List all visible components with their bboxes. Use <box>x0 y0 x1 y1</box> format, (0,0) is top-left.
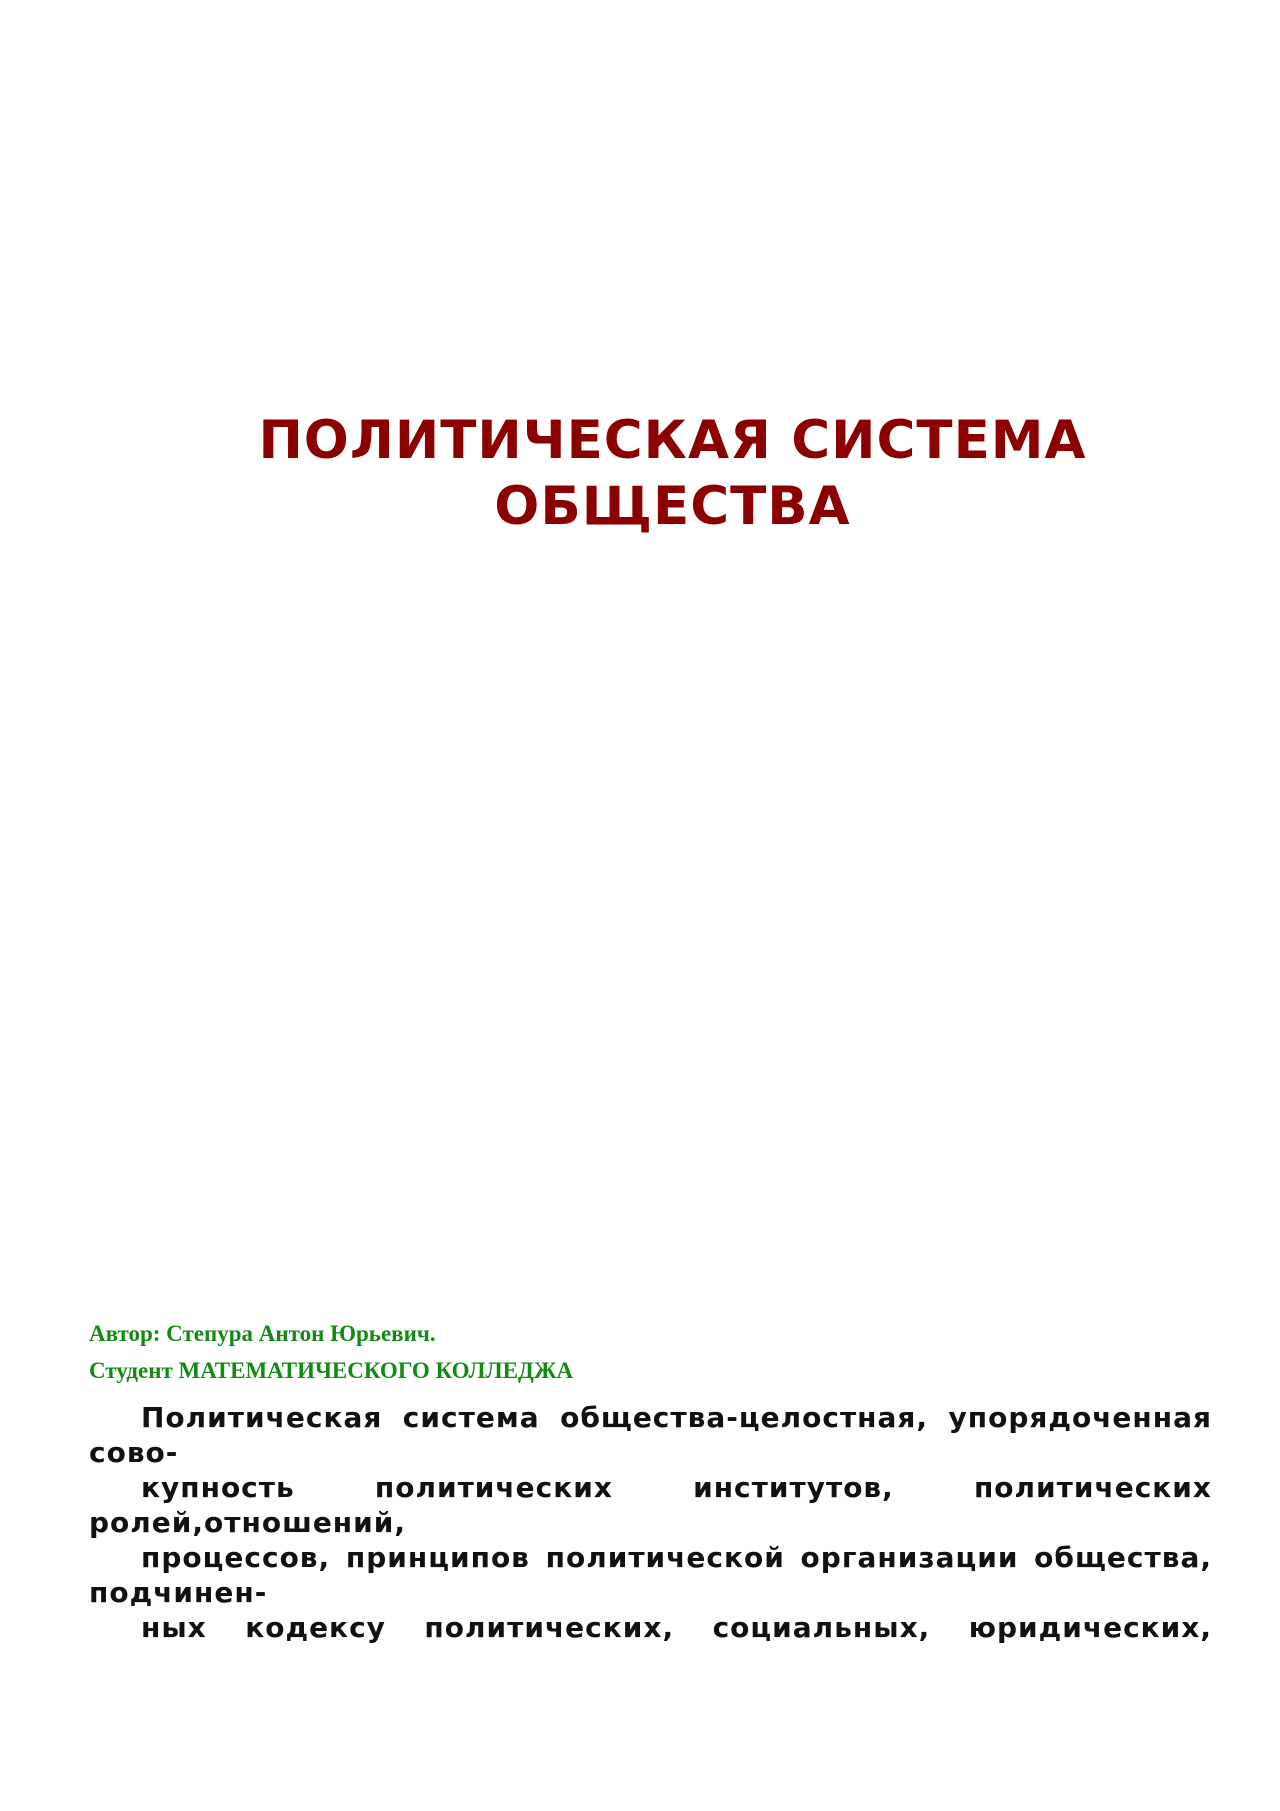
body-line-continuation: подчинен- <box>89 1576 268 1609</box>
body-line-continuation: ролей,отношений, <box>89 1506 407 1539</box>
author-name: Автор: Степура Антон Юрьевич. <box>89 1321 436 1346</box>
body-line-continuation: сово- <box>89 1436 179 1469</box>
body-paragraph <box>89 1400 1212 1645</box>
body-line: ных кодексу политических, социальных, юридических, <box>141 1611 1212 1644</box>
document-title <box>200 408 1145 540</box>
body-line: процессов, принципов политической организации общества, <box>141 1541 1212 1574</box>
body-line: купность политических институтов, политических <box>141 1471 1212 1504</box>
title-line-2: ОБЩЕСТВА <box>494 476 851 537</box>
author-block <box>89 1315 573 1389</box>
title-line-1: ПОЛИТИЧЕСКАЯ СИСТЕМА <box>258 410 1087 471</box>
body-line: Политическая система общества-целостная, упорядоченная <box>141 1401 1212 1434</box>
author-affiliation: Студент МАТЕМАТИЧЕСКОГО КОЛЛЕДЖА <box>89 1358 574 1383</box>
